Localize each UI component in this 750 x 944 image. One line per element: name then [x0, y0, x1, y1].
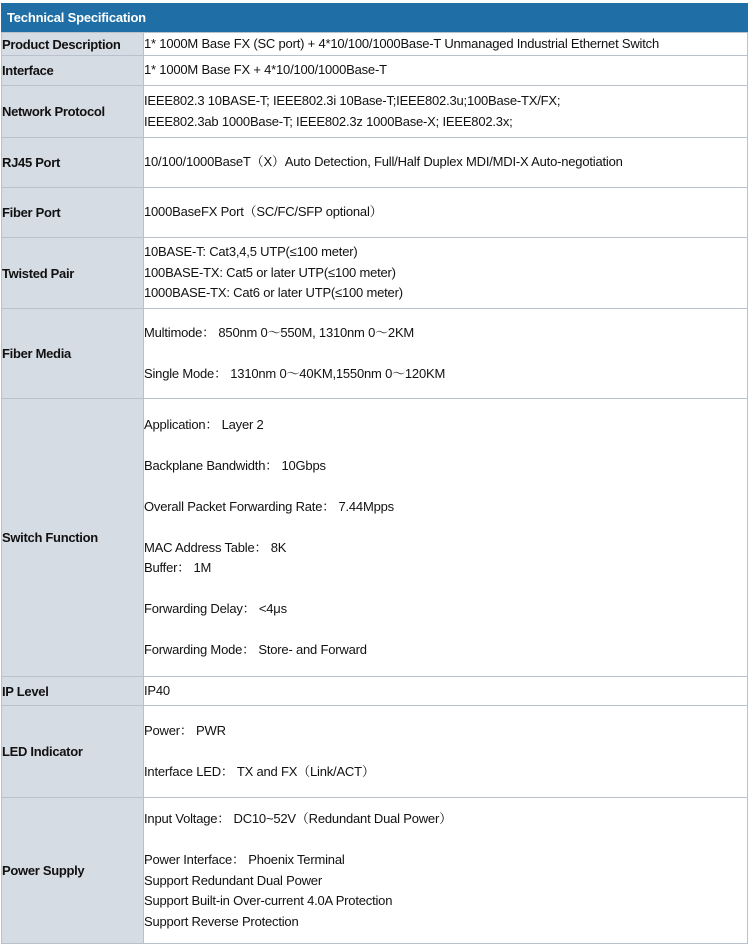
table-row — [2, 33, 748, 56]
value-line: Backplane Bandwidth： 10Gbps — [144, 457, 326, 473]
row-label: Product Description — [2, 33, 144, 56]
value-line: Single Mode： 1310nm 0～40KM,1550nm 0～120KM — [144, 365, 446, 381]
row-label: Fiber Media — [2, 309, 144, 399]
table-row — [2, 86, 748, 138]
row-label: LED Indicator — [2, 706, 144, 798]
table-row — [2, 677, 748, 706]
value-line: 10/100/1000BaseT（X）Auto Detection, Full/Half Duplex MDI/MDI-X Auto-negotiation — [144, 154, 623, 170]
value-line: 100BASE-TX: Cat5 or later UTP(≤100 meter) — [144, 264, 396, 280]
value-line: 1* 1000M Base FX + 4*10/100/1000Base-T — [144, 62, 387, 78]
table-row — [2, 399, 748, 677]
table-row — [2, 238, 748, 309]
table-row — [2, 188, 748, 238]
row-value — [144, 238, 748, 309]
row-label: Switch Function — [2, 399, 144, 677]
value-line: IEEE802.3ab 1000Base-T; IEEE802.3z 1000Base-X; IEEE802.3x; — [144, 113, 513, 129]
row-value — [144, 188, 748, 238]
value-line: Power Interface： Phoenix Terminal — [144, 852, 345, 867]
value-line: Forwarding Delay： <4μs — [144, 601, 287, 616]
section-header: Technical Specification — [1, 3, 748, 32]
value-line: Input Voltage： DC10~52V（Redundant Dual Power） — [144, 811, 452, 826]
row-value — [144, 33, 748, 56]
value-line: Support Reverse Protection — [144, 913, 299, 929]
row-label: Fiber Port — [2, 188, 144, 238]
value-line: Buffer： 1M — [144, 560, 212, 575]
value-line: Power： PWR — [144, 722, 226, 738]
value-line: IEEE802.3 10BASE-T; IEEE802.3i 10Base-T;IEEE802.3u;100Base-TX/FX; — [144, 93, 561, 108]
value-line: MAC Address Table： 8K — [144, 539, 287, 555]
row-value — [144, 138, 748, 188]
row-value — [144, 56, 748, 86]
row-label: IP Level — [2, 677, 144, 706]
value-line: 1* 1000M Base FX (SC port) + 4*10/100/1000Base-T Unmanaged Industrial Ethernet Switch — [144, 35, 659, 51]
row-value — [144, 309, 748, 399]
row-value — [144, 86, 748, 138]
value-line: Support Redundant Dual Power — [144, 872, 322, 888]
value-line: Support Built-in Over-current 4.0A Protection — [144, 893, 393, 908]
row-value — [144, 399, 748, 677]
table-row — [2, 706, 748, 798]
value-line: 1000BASE-TX: Cat6 or later UTP(≤100 meter) — [144, 285, 403, 301]
value-line: 1000BaseFX Port（SC/FC/SFP optional） — [144, 204, 383, 220]
row-value — [144, 677, 748, 706]
value-line: Forwarding Mode： Store- and Forward — [144, 642, 367, 657]
row-label: Power Supply — [2, 798, 144, 944]
row-label: Network Protocol — [2, 86, 144, 138]
value-line: Interface LED： TX and FX（Link/ACT） — [144, 763, 375, 779]
row-value — [144, 798, 748, 944]
value-line: Application： Layer 2 — [144, 416, 264, 432]
spec-table — [1, 32, 748, 944]
row-label: RJ45 Port — [2, 138, 144, 188]
value-line: Multimode： 850nm 0～550M, 1310nm 0～2KM — [144, 324, 415, 340]
value-line: Overall Packet Forwarding Rate： 7.44Mpps — [144, 498, 394, 514]
value-line: IP40 — [144, 682, 170, 698]
table-row — [2, 138, 748, 188]
table-row — [2, 309, 748, 399]
row-label: Twisted Pair — [2, 238, 144, 309]
value-line: 10BASE-T: Cat3,4,5 UTP(≤100 meter) — [144, 244, 358, 260]
table-row — [2, 56, 748, 86]
row-value — [144, 706, 748, 798]
row-label: Interface — [2, 56, 144, 86]
table-row — [2, 798, 748, 944]
